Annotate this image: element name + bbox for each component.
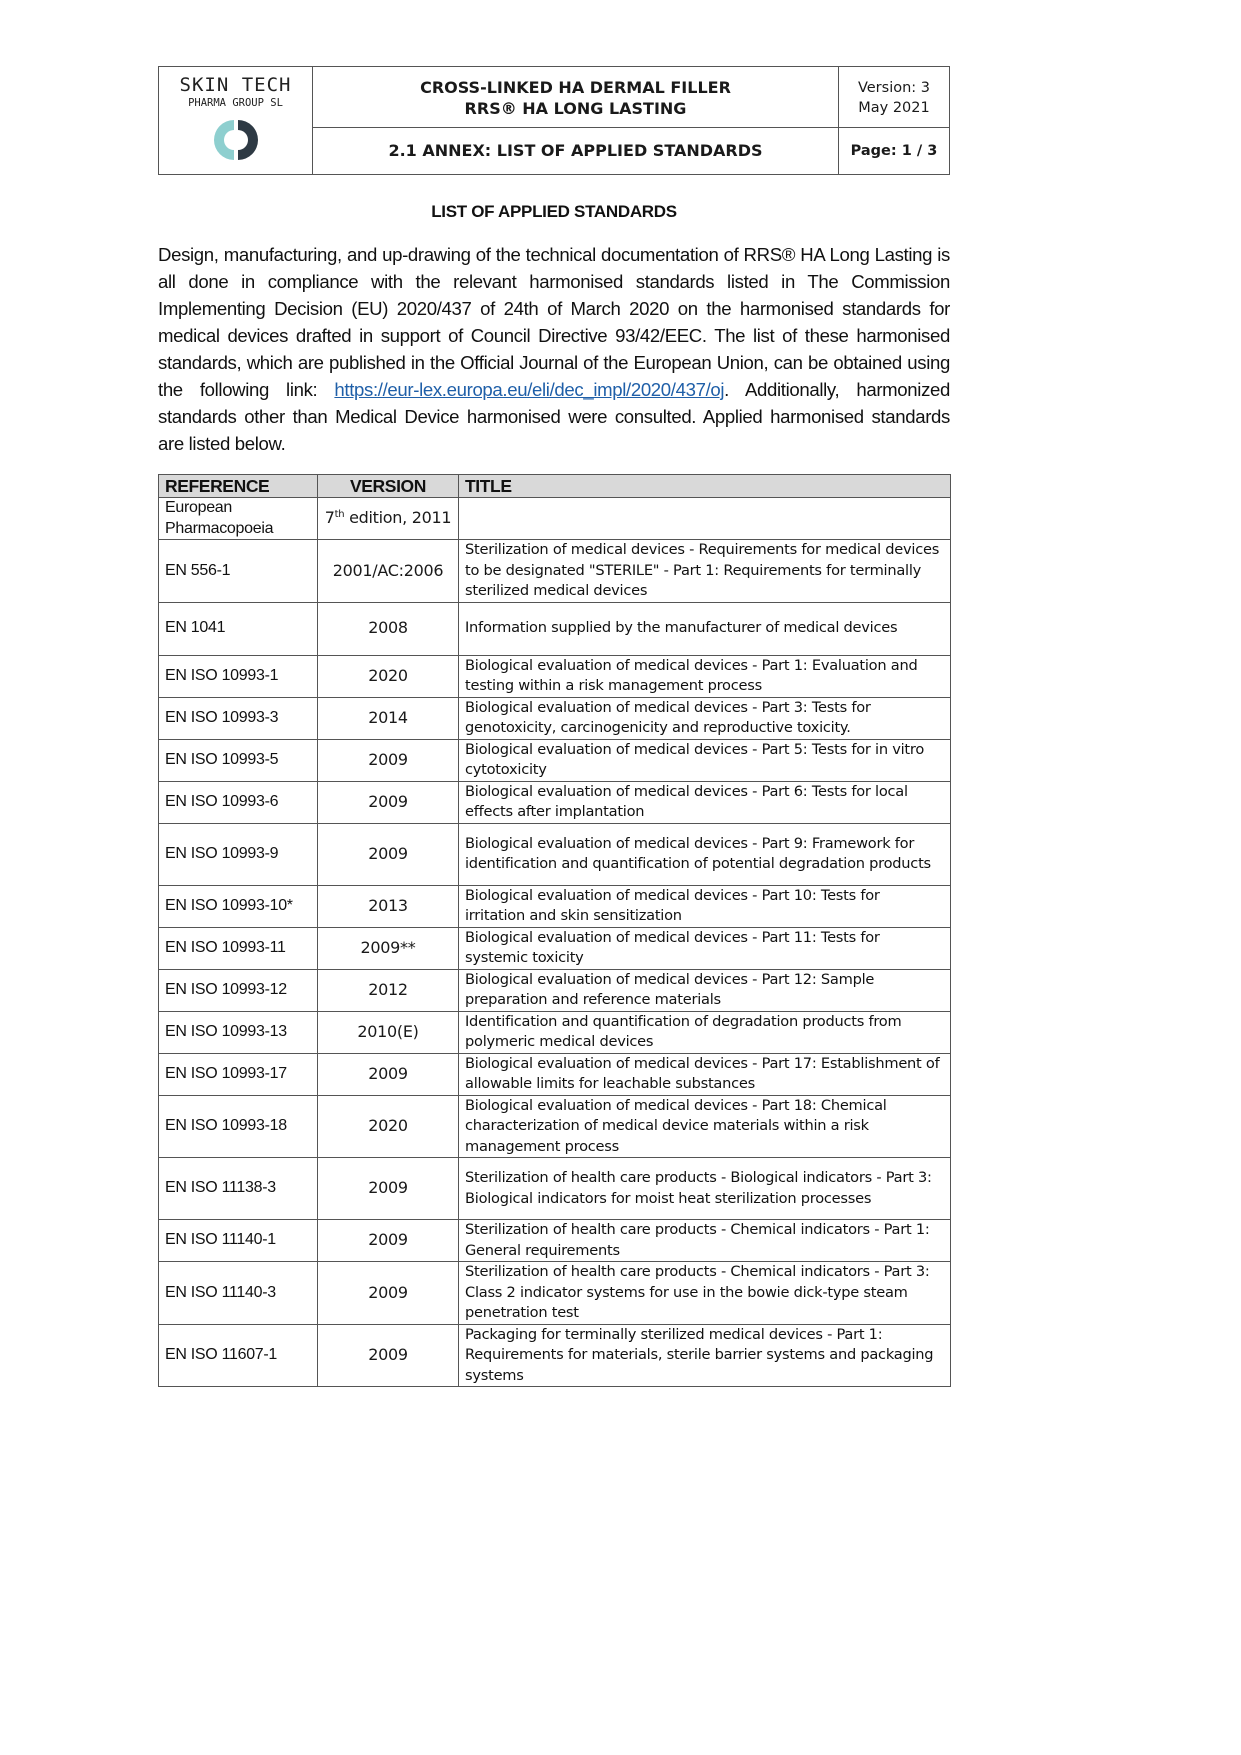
cell-title: Information supplied by the manufacturer of medical devices — [459, 602, 951, 655]
table-header-row — [159, 475, 951, 498]
cell-version: 2009 — [318, 1158, 459, 1220]
version-info — [839, 67, 949, 118]
page-total: 3 — [927, 143, 938, 159]
paragraph-text-after-link: . Additionally, harmonized standards other than Medical Device harmonised were consulted. Applied harmonised standards are listed below. — [158, 379, 951, 454]
annex-title: 2.1 ANNEX: LIST OF APPLIED STANDARDS — [388, 141, 763, 160]
cell-version: 2009 — [318, 823, 459, 885]
table-row — [159, 655, 951, 697]
document-title-cell — [313, 67, 839, 128]
cell-version: 2014 — [318, 697, 459, 739]
cell-title: Biological evaluation of medical devices - Part 9: Framework for identification and quantification of potential degradation products — [459, 823, 951, 885]
cell-title: Biological evaluation of medical devices - Part 1: Evaluation and testing within a risk management process — [459, 655, 951, 697]
version-number: 7 — [324, 508, 335, 528]
cell-version: 2012 — [318, 969, 459, 1011]
document-title-line1: CROSS-LINKED HA DERMAL FILLER — [420, 78, 731, 97]
table-row — [159, 697, 951, 739]
table-row — [159, 1011, 951, 1053]
cell-reference: EN ISO 10993-17 — [159, 1053, 318, 1095]
page-separator: / — [916, 143, 923, 159]
page-number-cell — [839, 128, 949, 174]
table-row — [159, 1220, 951, 1262]
version-ordinal: th — [334, 509, 345, 521]
cell-reference: EN ISO 10993-1 — [159, 655, 318, 697]
cell-version: 2009 — [318, 1324, 459, 1387]
table-row — [159, 885, 951, 927]
table-row — [159, 1095, 951, 1158]
split-ring-logo-icon — [214, 118, 258, 162]
cell-reference: European Pharmacopoeia — [159, 498, 318, 540]
document-title-line2: RRS® HA LONG LASTING — [464, 99, 687, 118]
column-header-version: VERSION — [318, 475, 459, 498]
cell-reference: EN ISO 10993-9 — [159, 823, 318, 885]
cell-title: Biological evaluation of medical devices - Part 3: Tests for genotoxicity, carcinogenicity and reproductive toxicity. — [459, 697, 951, 739]
company-cell — [159, 67, 313, 174]
cell-reference: EN 556-1 — [159, 540, 318, 603]
cell-reference: EN 1041 — [159, 602, 318, 655]
cell-title: Biological evaluation of medical devices - Part 11: Tests for systemic toxicity — [459, 927, 951, 969]
page-number — [839, 128, 949, 174]
intro-paragraph — [158, 241, 950, 457]
cell-reference: EN ISO 10993-5 — [159, 739, 318, 781]
cell-title: Packaging for terminally sterilized medical devices - Part 1: Requirements for materials, sterile barrier systems and packaging systems — [459, 1324, 951, 1387]
cell-title: Biological evaluation of medical devices - Part 17: Establishment of allowable limits for leachable substances — [459, 1053, 951, 1095]
table-row — [159, 1324, 951, 1387]
table-row — [159, 498, 951, 540]
applied-standards-table — [158, 474, 951, 1387]
company-subtitle: PHARMA GROUP SL — [188, 97, 283, 109]
cell-reference: EN ISO 10993-13 — [159, 1011, 318, 1053]
cell-title: Biological evaluation of medical devices - Part 18: Chemical characterization of medical device materials within a risk management process — [459, 1095, 951, 1158]
table-row — [159, 540, 951, 603]
document-header — [158, 66, 950, 175]
cell-reference: EN ISO 10993-11 — [159, 927, 318, 969]
table-body — [159, 498, 951, 1387]
cell-version: 2020 — [318, 1095, 459, 1158]
eur-lex-link[interactable]: https://eur-lex.europa.eu/eli/dec_impl/2020/437/oj — [334, 379, 725, 400]
cell-version: 2001/AC:2006 — [318, 540, 459, 603]
cell-title: Sterilization of health care products - Chemical indicators - Part 1: General requirements — [459, 1220, 951, 1262]
table-row — [159, 602, 951, 655]
table-row — [159, 1262, 951, 1325]
cell-title: Sterilization of health care products - Biological indicators - Part 3: Biological indicators for moist heat sterilization processes — [459, 1158, 951, 1220]
cell-reference: EN ISO 10993-3 — [159, 697, 318, 739]
annex-title-cell — [313, 128, 839, 174]
cell-version: 2009 — [318, 739, 459, 781]
table-row — [159, 1053, 951, 1095]
cell-version: 2009 — [318, 1053, 459, 1095]
cell-version: 2013 — [318, 885, 459, 927]
cell-title: Sterilization of health care products - Chemical indicators - Part 3: Class 2 indicator systems for use in the bowie dick-type steam penetration test — [459, 1262, 951, 1325]
cell-version: 2009** — [318, 927, 459, 969]
cell-reference: EN ISO 10993-18 — [159, 1095, 318, 1158]
cell-reference: EN ISO 10993-12 — [159, 969, 318, 1011]
cell-title — [459, 498, 951, 540]
page-current: 1 — [901, 143, 912, 159]
section-title: LIST OF APPLIED STANDARDS — [431, 202, 677, 221]
cell-title: Biological evaluation of medical devices - Part 12: Sample preparation and reference materials — [459, 969, 951, 1011]
cell-reference: EN ISO 10993-6 — [159, 781, 318, 823]
cell-reference: EN ISO 11140-1 — [159, 1220, 318, 1262]
paragraph-text-before-link: Design, manufacturing, and up-drawing of the technical documentation of RRS® HA Long Lasting is all done in compliance with the relevant harmonised standards listed in The Commission Implementing Decision (EU) 2020/437 of 24th of March 2020 on the harmonised standards for medical devices drafted in support of Council Directive 93/42/EEC. The list of these harmonised standards, which are published in the Official Journal of the European Union, can be obtained using the following link: — [158, 244, 950, 400]
cell-version: 2008 — [318, 602, 459, 655]
cell-title: Identification and quantification of degradation products from polymeric medical devices — [459, 1011, 951, 1053]
cell-title: Sterilization of medical devices - Requirements for medical devices to be designated "STERILE" - Part 1: Requirements for terminally sterilized medical devices — [459, 540, 951, 603]
table-row — [159, 781, 951, 823]
cell-version: 2009 — [318, 781, 459, 823]
version-label: Version: 3 — [857, 80, 931, 96]
cell-version — [318, 498, 459, 540]
cell-reference: EN ISO 10993-10* — [159, 885, 318, 927]
cell-version: 2010(E) — [318, 1011, 459, 1053]
cell-reference: EN ISO 11140-3 — [159, 1262, 318, 1325]
cell-title: Biological evaluation of medical devices - Part 5: Tests for in vitro cytotoxicity — [459, 739, 951, 781]
cell-version: 2009 — [318, 1220, 459, 1262]
version-cell — [839, 67, 949, 128]
table-row — [159, 927, 951, 969]
page-label: Page: — [850, 143, 897, 159]
version-date: May 2021 — [858, 100, 930, 116]
table-row — [159, 823, 951, 885]
table-row — [159, 1158, 951, 1220]
document-title — [313, 67, 838, 119]
cell-title: Biological evaluation of medical devices - Part 10: Tests for irritation and skin sensitization — [459, 885, 951, 927]
column-header-title: TITLE — [459, 475, 951, 498]
cell-version: 2009 — [318, 1262, 459, 1325]
table-row — [159, 969, 951, 1011]
column-header-reference: REFERENCE — [159, 475, 318, 498]
cell-reference: EN ISO 11138-3 — [159, 1158, 318, 1220]
cell-reference: EN ISO 11607-1 — [159, 1324, 318, 1387]
cell-title: Biological evaluation of medical devices - Part 6: Tests for local effects after implantation — [459, 781, 951, 823]
version-rest: edition, 2011 — [344, 508, 452, 528]
table-row — [159, 739, 951, 781]
cell-version: 2020 — [318, 655, 459, 697]
company-name: SKIN TECH — [179, 74, 292, 96]
